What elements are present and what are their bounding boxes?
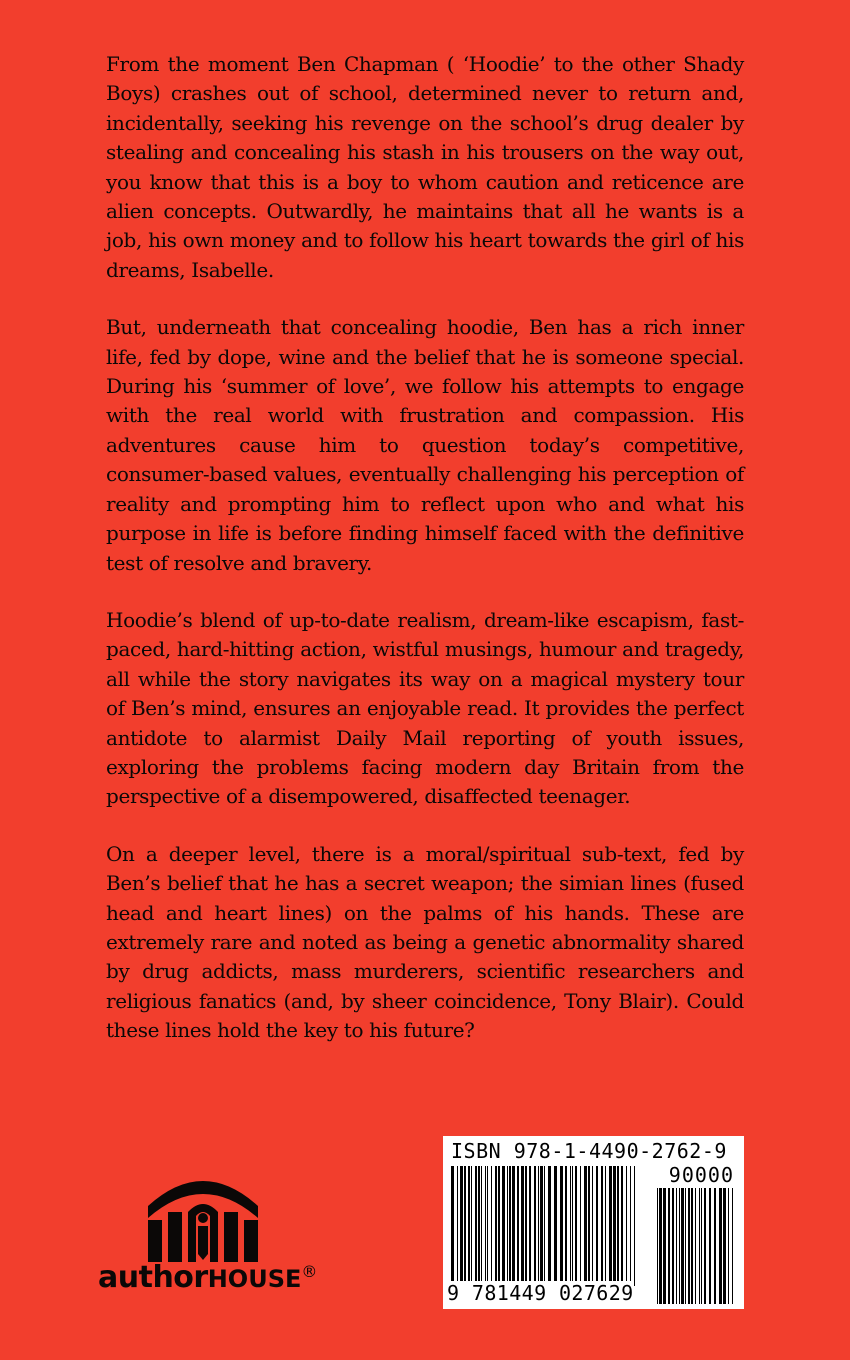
authorhouse-logo-icon [138,1160,268,1264]
barcode-bar [626,1166,627,1286]
blurb-paragraph: From the moment Ben Chapman ( ‘Hoodie’ to the other Shady Boys) crashes out of school, determined never to return and, incidentally, seeking his revenge on the school’s drug dealer by stealing and concealing his stash in his trousers on the way out, you know that this is a boy to whom caution and reticence are alien concepts. Outwardly, he maintains that all he wants is a job, his own money and to follow his heart towards the girl of his dreams, Isabelle. [106,52,744,282]
barcode-bar [659,1188,662,1304]
barcode-bar [525,1166,527,1286]
barcode-bar [668,1188,670,1304]
barcode-bar [709,1188,711,1304]
barcode-bar [471,1166,472,1286]
barcode-bar [548,1166,551,1286]
barcode-bar [714,1188,716,1304]
barcode-bar [544,1166,545,1286]
barcode-bar [565,1166,567,1286]
barcode-bar [457,1166,458,1286]
barcode-bar [478,1166,480,1286]
barcode-bar [657,1188,658,1304]
barcode-bar [534,1166,536,1286]
barcode-bar [609,1166,612,1286]
barcode-bar [596,1166,598,1286]
publisher-name [98,1260,334,1295]
barcode-bar [688,1188,690,1304]
barcode-bar [491,1166,492,1286]
barcode-bar [592,1166,593,1286]
barcode-bar [634,1166,635,1286]
ean-number: 9 781449 027629 [447,1281,634,1305]
barcode-bar [580,1166,581,1286]
barcode-bar [538,1166,539,1286]
barcode-bar [676,1188,677,1304]
barcode-bar [481,1166,482,1286]
barcode-bar [588,1166,590,1286]
barcode-bar [630,1166,631,1286]
barcode-bar [701,1188,702,1304]
barcode-bar [517,1166,519,1286]
publisher-name-house: HOUSE [207,1265,302,1293]
barcode-bar [540,1166,543,1286]
barcode-bar [560,1166,563,1286]
barcode-bar [699,1188,700,1304]
barcode-bar [512,1166,515,1286]
barcode-bar [728,1188,729,1304]
barcode-bar [621,1166,623,1286]
barcode-bar [584,1166,587,1286]
barcode-bar [509,1166,511,1286]
barcode-bar [495,1166,497,1286]
barcode-bar [613,1166,616,1286]
barcode-bar [681,1188,684,1304]
barcode-bar [672,1188,674,1304]
barcode-bar [485,1166,486,1286]
publisher-name-author: author [98,1260,208,1295]
barcode-bar [507,1166,508,1286]
barcode-bar [468,1166,470,1286]
barcode-bar [691,1188,693,1304]
barcode-bar [575,1166,577,1286]
blurb-paragraph: On a deeper level, there is a moral/spiritual sub-text, fed by Ben’s belief that he has a secret weapon; the simian lines (fused head and heart lines) on the palms of his hands. These are extremely rare and noted as being a genetic abnormality shared by drug addicts, mass murderers, scientific researchers and religious fanatics (and, by sheer coincidence, Tony Blair). Could these lines hold the key to his future? [106,841,744,1043]
barcode-bar [663,1188,666,1304]
barcode-bar [617,1166,619,1286]
barcode-bar [723,1188,726,1304]
barcode-bar [521,1166,524,1286]
blurb-paragraph: But, underneath that concealing hoodie, Ben has a rich inner life, fed by dope, wine and the belief that he is someone special. During his ‘summer of love’, we follow his attempts to engage with the real world with frustration and compassion. His adventures cause him to question today’s competitive, consumer-based values, eventually challenging his perception of reality and prompting him to reflect upon who and what his purpose in life is before finding himself faced with the definitive test of resolve and bravery. [106,315,744,575]
barcode-bar [502,1166,505,1286]
blurb-paragraph: Hoodie’s blend of up-to-date realism, dream-like escapism, fast-paced, hard-hitting action, wistful musings, humour and tragedy, all while the story navigates its way on a magical mystery tour of Ben’s mind, ensures an enjoyable read. It provides the perfect antidote to alarmist Daily Mail reporting of youth issues, exploring the problems facing modern day Britain from the perspective of a disempowered, disaffected teenager. [106,607,744,809]
barcode-bar [460,1166,463,1286]
barcode-bar [685,1188,686,1304]
barcode-bar [572,1166,573,1286]
barcode-bar [529,1166,531,1286]
barcode-bar [605,1166,606,1286]
isbn-barcode [443,1136,744,1309]
barcode-bar [732,1188,733,1304]
barcode-bar [601,1166,603,1286]
barcode-bar [719,1188,722,1304]
barcode-bar [570,1166,571,1286]
blurb-text [106,50,744,1074]
barcode-bar [704,1188,706,1304]
barcode-bar [487,1166,488,1286]
barcode-bar [554,1166,557,1286]
barcode-bar [498,1166,500,1286]
barcode-bar [451,1166,454,1286]
registered-mark: ® [301,1262,318,1281]
barcode-bar [464,1166,466,1286]
barcode-bar [695,1188,696,1304]
price-code: 90000 [668,1163,734,1187]
barcode-bar [475,1166,477,1286]
isbn-label: ISBN 978-1-4490-2762-9 [451,1139,727,1163]
barcode-bar [679,1188,680,1304]
